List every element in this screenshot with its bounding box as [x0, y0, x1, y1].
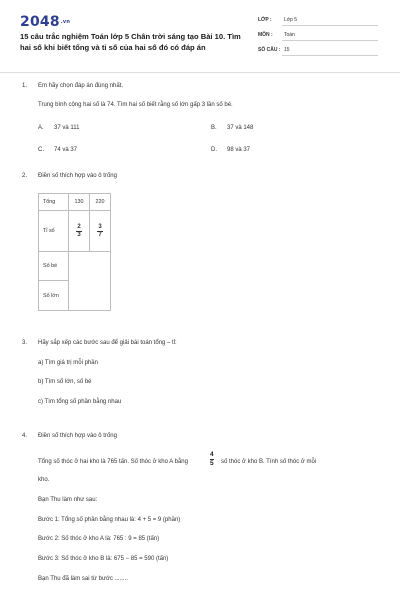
- meta-value-subject: Toán: [284, 32, 295, 38]
- question-3-number: 3.: [22, 340, 28, 346]
- question-4-text-before: Tổng số thóc ở hai kho là 765 tấn. Số thóc ở kho A bằng: [38, 459, 188, 465]
- row-label-small: Số bé: [39, 252, 69, 281]
- meta-label-count: SỐ CÂU :: [258, 47, 281, 53]
- option-d-text[interactable]: 98 và 37: [227, 147, 251, 153]
- answer-blank-cell[interactable]: [69, 252, 111, 311]
- solution-step: Bước 3: Số thóc ở kho B là: 675 − 85 = 590 (tấn): [38, 556, 169, 562]
- meta-value-class: Lớp 5: [284, 17, 298, 23]
- total-value-1: 130: [69, 194, 90, 211]
- step-item[interactable]: b) Tìm số lớn, số bé: [38, 379, 92, 385]
- solution-step: Bước 1: Tổng số phần bằng nhau là: 4 + 5 = 9 (phần): [38, 517, 181, 523]
- option-a-letter[interactable]: A.: [38, 125, 44, 131]
- fraction-denominator: 3: [77, 231, 81, 238]
- question-3-prompt: Hãy sắp xếp các bước sau để giải bài toán tổng – tỉ:: [38, 340, 177, 346]
- ratio-value-1: [69, 211, 90, 252]
- question-4-text-wrap: kho.: [38, 477, 50, 483]
- table-row: [39, 211, 111, 252]
- question-4-prompt: Điền số thích hợp vào ô trống: [38, 433, 117, 439]
- fraction: [97, 224, 102, 239]
- ratio-table: [38, 193, 111, 311]
- question-4-number: 4.: [22, 433, 28, 439]
- ratio-value-2: [90, 211, 111, 252]
- option-c-text[interactable]: 74 và 37: [54, 147, 78, 153]
- meta-underline: [282, 55, 378, 56]
- table-row: [39, 194, 111, 211]
- question-1-prompt: Em hãy chọn đáp án đúng nhất.: [38, 83, 124, 89]
- meta-label-subject: MÔN :: [258, 32, 273, 38]
- fraction: [76, 224, 81, 239]
- logo-text: 2048: [20, 14, 60, 30]
- solution-step: Bước 2: Số thóc ở kho A là: 765 : 9 = 85 (tấn): [38, 536, 160, 542]
- question-1-number: 1.: [22, 83, 28, 89]
- step-item[interactable]: c) Tìm tổng số phần bằng nhau: [38, 399, 122, 405]
- site-logo[interactable]: [20, 14, 70, 30]
- logo-suffix: .vn: [60, 19, 71, 25]
- row-label-large: Số lớn: [39, 281, 69, 311]
- solution-intro: Bạn Thu làm như sau:: [38, 497, 98, 503]
- question-2-prompt: Điền số thích hợp vào ô trống: [38, 173, 117, 179]
- option-b-text[interactable]: 37 và 148: [227, 125, 254, 131]
- option-c-letter[interactable]: C.: [38, 147, 44, 153]
- fraction-numerator: 3: [98, 223, 102, 230]
- fraction-denominator: 7: [98, 231, 102, 238]
- question-1-text: Trung bình cộng hai số là 74. Tìm hai số biết rằng số lớn gấp 3 lần số bé.: [38, 102, 233, 108]
- option-a-text[interactable]: 37 và 111: [54, 125, 80, 131]
- row-label-total: Tổng: [39, 194, 69, 211]
- option-b-letter[interactable]: B.: [211, 125, 217, 131]
- meta-underline: [282, 40, 378, 41]
- option-d-letter[interactable]: D.: [211, 147, 217, 153]
- row-label-ratio: Tỉ số: [39, 211, 69, 252]
- meta-underline: [282, 25, 378, 26]
- question-4-fill-line[interactable]: Bạn Thu đã làm sai từ bước ........: [38, 576, 128, 582]
- total-value-2: 220: [90, 194, 111, 211]
- question-4-text-after: số thóc ở kho B. Tính số thóc ở mỗi: [221, 459, 317, 465]
- page-title: 15 câu trắc nghiệm Toán lớp 5 Chân trời sáng tạo Bài 10. Tìm hai số khi biết tổng và tỉ số của hai số đó có đáp án: [20, 32, 241, 52]
- fraction-numerator: 4: [210, 451, 214, 458]
- inline-fraction: [210, 451, 214, 468]
- meta-value-count: 15: [284, 47, 290, 53]
- step-item[interactable]: a) Tìm giá trị mỗi phần: [38, 360, 98, 366]
- meta-label-class: LỚP :: [258, 17, 272, 23]
- header-divider: [0, 72, 400, 73]
- question-2-number: 2.: [22, 173, 28, 179]
- table-row: [39, 252, 111, 281]
- fraction-denominator: 5: [210, 460, 214, 467]
- fraction-numerator: 2: [77, 223, 81, 230]
